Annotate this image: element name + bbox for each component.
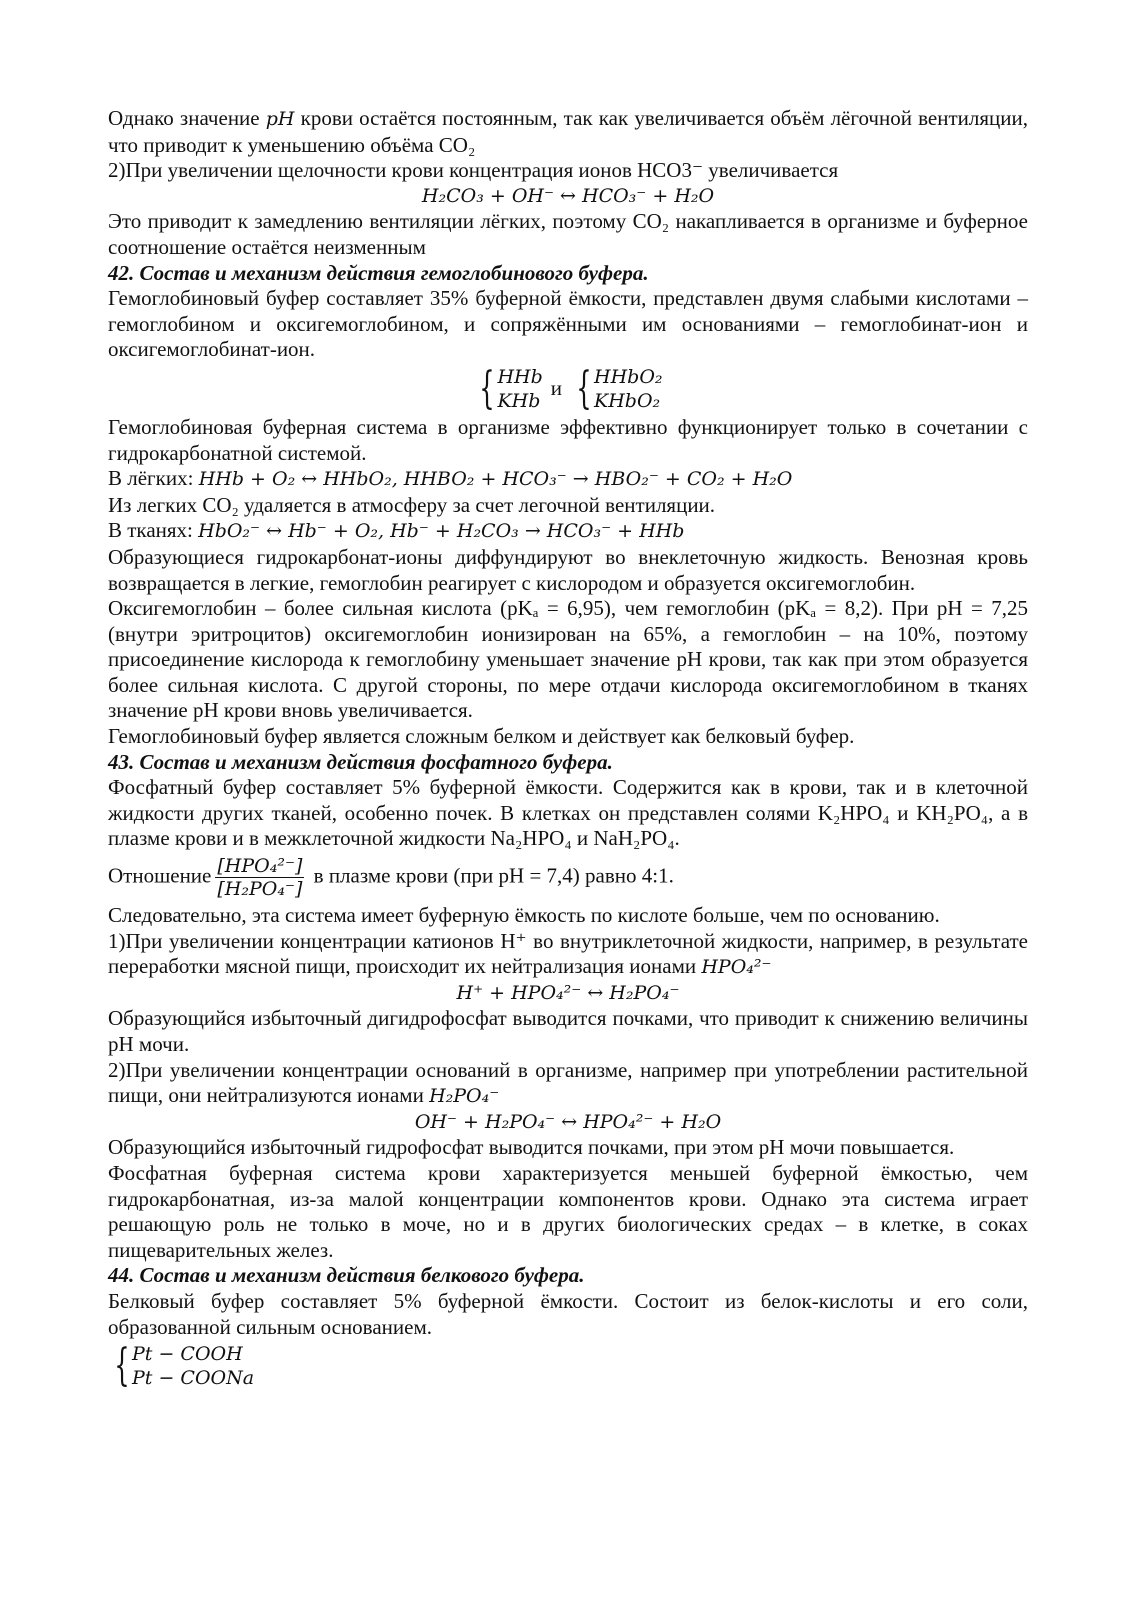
document-page bbox=[108, 106, 1028, 1392]
paragraph-dihydrophosphate: Образующийся избыточный дигидрофосфат выводится почками, что приводит к снижению величины pH мочи. bbox=[108, 1006, 1028, 1056]
line-lungs bbox=[108, 466, 1028, 493]
fraction-ratio bbox=[215, 855, 304, 900]
text: 1)При увеличении концентрации катионов H⁺ во внутриклеточной жидкости, например, в результате переработки мясной пищи, происходит их нейтрализация ионами bbox=[108, 928, 1028, 979]
equation-tissues: HbO₂⁻ ↔ Hb⁻ + O₂, Hb⁻ + H₂CO₃ → HCO₃⁻ + HHb bbox=[198, 520, 685, 543]
formula-h2po4: H₂PO₄⁻ bbox=[429, 1085, 500, 1108]
label-lungs: В лёгких: bbox=[108, 466, 199, 491]
brace-icon: { bbox=[114, 1340, 130, 1392]
label-ratio: Отношение bbox=[108, 863, 212, 888]
formula-hhb: HHb bbox=[497, 365, 543, 388]
text: 2)При увеличении концентрации оснований в организме, например при употреблении растительной пищи, они нейтрализуются ионами bbox=[108, 1057, 1028, 1108]
heading-42: 42. Состав и механизм действия гемоглобинового буфера. bbox=[108, 260, 649, 285]
paragraph-protein-buffer-note: Гемоглобиновый буфер является сложным белком и действует как белковый буфер. bbox=[108, 724, 855, 749]
text: крови остаётся постоянным, так как увеличивается объём лёгочной вентиляции, что приводит к уменьшению объёма CO₂ bbox=[108, 106, 1028, 157]
paragraph-protein-intro: Белковый буфер составляет 5% буферной ёмкости. Состоит из белок-кислоты и его соли, образованной сильным основанием. bbox=[108, 1288, 1028, 1339]
heading-43: 43. Состав и механизм действия фосфатного буфера. bbox=[108, 749, 613, 774]
line-ratio bbox=[108, 855, 1028, 900]
formula-khbo2: KHbO₂ bbox=[594, 389, 661, 412]
system-hhb bbox=[473, 362, 543, 414]
hemoglobin-systems bbox=[108, 362, 1028, 414]
paragraph-hemoglobin-system: Гемоглобиновая буферная система в организме эффективно функционирует только в сочетании с гидрокарбонатной системой. bbox=[108, 414, 1028, 465]
paragraph-capacity: Следовательно, эта система имеет буферную ёмкость по кислоте больше, чем по основанию. bbox=[108, 903, 940, 928]
conjunction: и bbox=[550, 376, 563, 401]
brace-icon: { bbox=[576, 362, 592, 414]
system-hhbo2 bbox=[570, 362, 663, 414]
paragraph-hydrophosphate: Образующийся избыточный гидрофосфат выводится почками, при этом pH мочи повышается. bbox=[108, 1135, 955, 1160]
paragraph-ph-constant bbox=[108, 106, 1028, 158]
equation-carbonic: H₂CO₃ + OH⁻ ↔ HCO₃⁻ + H₂O bbox=[421, 184, 715, 207]
paragraph-base-case bbox=[108, 1058, 1028, 1110]
heading-44: 44. Состав и механизм действия белкового буфера. bbox=[108, 1263, 585, 1288]
brace-icon: { bbox=[479, 362, 496, 414]
paragraph-phosphate-intro: Фосфатный буфер составляет 5% буферной ёмкости. Содержится как в крови, так и в клеточной жидкости других тканей, особенно почек. В клетках он представлен солями K₂HPO₄ и KH₂PO₄, а в плазме крови и в межклеточной жидкости Na₂HPO₄ и NaH₂PO₄. bbox=[108, 775, 1028, 851]
paragraph-alkalinity: 2)При увеличении щелочности крови концентрация ионов HCO3⁻ увеличивается bbox=[108, 158, 839, 183]
text: Однако значение bbox=[108, 106, 266, 130]
paragraph-diffusion: Образующиеся гидрокарбонат-ионы диффундируют во внеклеточную жидкость. Венозная кровь возвращается в легкие, гемоглобин реагирует с кислородом и образуется оксигемоглобин. bbox=[108, 544, 1028, 595]
fraction-denominator: [H₂PO₄⁻] bbox=[217, 878, 303, 901]
paragraph-oxyhemoglobin: Оксигемоглобин – более сильная кислота (pKₐ = 6,95), чем гемоглобин (pKₐ = 8,2). При pH = 7,25 (внутри эритроцитов) оксигемоглобин ионизирован на 65%, а гемоглобин – на 10%, поэтому присоединение кислорода к гемоглобину уменьшает значение pH крови, так как при этом образуется более сильная кислота. С другой стороны, по мере отдачи кислорода оксигемоглобином в тканях значение pH крови вновь увеличивается. bbox=[108, 596, 1028, 723]
formula-hhbo2: HHbO₂ bbox=[594, 365, 663, 388]
fraction-numerator: [HPO₄²⁻] bbox=[217, 855, 303, 878]
formula-ph: pH bbox=[265, 108, 295, 130]
paragraph-ventilation: Это приводит к замедлению вентиляции лёгких, поэтому CO₂ накапливается в организме и буферное соотношение остаётся неизменным bbox=[108, 209, 1028, 259]
formula-khb: KHb bbox=[497, 389, 541, 412]
equation-acid: H⁺ + HPO₄²⁻ ↔ H₂PO₄⁻ bbox=[456, 981, 680, 1004]
equation-base: OH⁻ + H₂PO₄⁻ ↔ HPO₄²⁻ + H₂O bbox=[414, 1110, 722, 1133]
formula-pt-cooh: Pt − COOH bbox=[132, 1343, 243, 1366]
paragraph-co2-removal: Из легких CO₂ удаляется в атмосферу за счет легочной вентиляции. bbox=[108, 492, 716, 517]
text: в плазме крови (при pH = 7,4) равно 4:1. bbox=[308, 863, 674, 888]
formula-hpo4: HPO₄²⁻ bbox=[701, 956, 772, 979]
protein-system bbox=[108, 1342, 1028, 1390]
paragraph-phosphate-role: Фосфатная буферная система крови характеризуется меньшей буферной ёмкостью, чем гидрокарбонатная, из-за малой концентрации компонентов крови. Однако эта система играет решающую роль не только в моче, но и в других биологических средах – в клетке, в соках пищеварительных желез. bbox=[108, 1160, 1028, 1262]
paragraph-acid-case bbox=[108, 929, 1028, 981]
paragraph-hemoglobin-intro: Гемоглобиновый буфер составляет 35% буферной ёмкости, представлен двумя слабыми кислотами – гемоглобином и оксигемоглобином, и сопряжёнными им основаниями – гемоглобинат-ион и оксигемоглобинат-ион. bbox=[108, 286, 1028, 362]
system-pt bbox=[108, 1342, 254, 1390]
formula-pt-coona: Pt − COONa bbox=[132, 1367, 255, 1390]
line-tissues bbox=[108, 518, 1028, 545]
equation-lungs: HHb + O₂ ↔ HHbO₂, HHBO₂ + HCO₃⁻ → HBO₂⁻ + CO₂ + H₂O bbox=[198, 468, 793, 491]
label-tissues: В тканях: bbox=[108, 518, 199, 543]
